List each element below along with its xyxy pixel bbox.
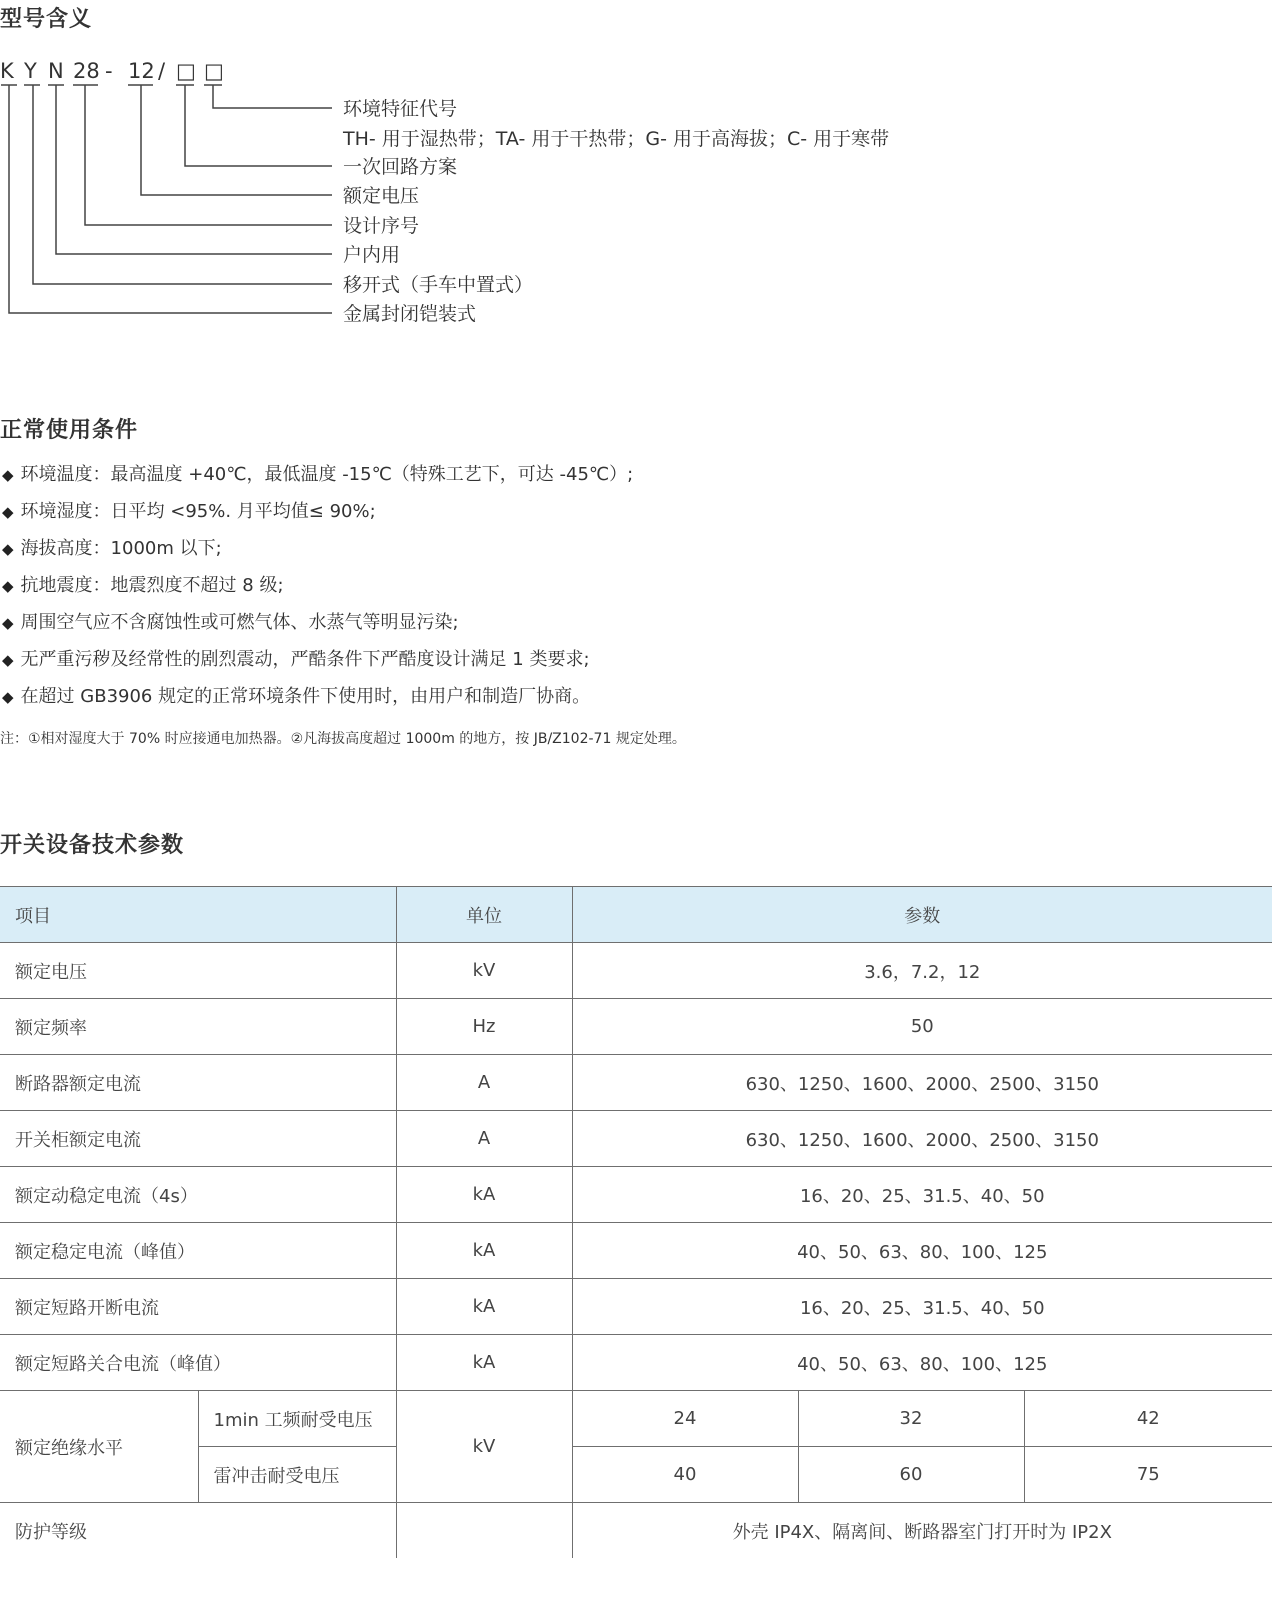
code-label: 额定电压 bbox=[343, 185, 420, 207]
code-part: / bbox=[158, 59, 166, 83]
section-title-conditions: 正常使用条件 bbox=[0, 418, 139, 443]
list-item bbox=[2, 536, 633, 573]
table-row bbox=[0, 943, 1272, 999]
row-subitem: 雷冲击耐受电压 bbox=[198, 1447, 396, 1503]
code-part: 12 bbox=[128, 59, 155, 83]
diamond-bullet-icon: ◆ bbox=[2, 614, 14, 632]
row-item: 额定频率 bbox=[0, 999, 396, 1055]
row-value: 32 bbox=[798, 1391, 1024, 1447]
row-value: 40、50、63、80、100、125 bbox=[572, 1335, 1272, 1391]
code-part: 28 bbox=[73, 59, 100, 83]
row-unit: Hz bbox=[396, 999, 572, 1055]
row-value: 630、1250、1600、2000、2500、3150 bbox=[572, 1055, 1272, 1111]
list-item bbox=[2, 499, 633, 536]
list-item bbox=[2, 573, 633, 610]
condition-text: 周围空气应不含腐蚀性或可燃气体、水蒸气等明显污染; bbox=[20, 612, 459, 633]
code-part: - bbox=[105, 59, 113, 83]
condition-text: 环境湿度：日平均 <95%. 月平均值≤ 90%; bbox=[20, 501, 376, 522]
table-row bbox=[0, 1223, 1272, 1279]
row-unit: A bbox=[396, 1111, 572, 1167]
row-item: 额定电压 bbox=[0, 943, 396, 999]
row-value: 40、50、63、80、100、125 bbox=[572, 1223, 1272, 1279]
table-row bbox=[0, 1055, 1272, 1111]
condition-text: 海拔高度：1000m 以下; bbox=[20, 538, 222, 559]
code-label: 移开式（手车中置式） bbox=[343, 274, 534, 296]
section-title-params: 开关设备技术参数 bbox=[0, 833, 185, 858]
code-label: 设计序号 bbox=[343, 215, 420, 237]
header-value: 参数 bbox=[572, 887, 1272, 943]
row-value: 630、1250、1600、2000、2500、3150 bbox=[572, 1111, 1272, 1167]
table-row bbox=[0, 999, 1272, 1055]
row-item: 额定短路关合电流（峰值） bbox=[0, 1335, 396, 1391]
list-item bbox=[2, 684, 633, 721]
row-unit: kV bbox=[396, 1391, 572, 1503]
row-unit: kA bbox=[396, 1279, 572, 1335]
condition-text: 抗地震度：地震烈度不超过 8 级; bbox=[20, 575, 284, 596]
section-title-model: 型号含义 bbox=[0, 7, 93, 32]
row-item: 额定动稳定电流（4s） bbox=[0, 1167, 396, 1223]
table-row bbox=[0, 1111, 1272, 1167]
code-part: □ bbox=[176, 59, 196, 83]
table-row bbox=[0, 1279, 1272, 1335]
row-item: 开关柜额定电流 bbox=[0, 1111, 396, 1167]
list-item bbox=[2, 610, 633, 647]
code-part: K bbox=[0, 59, 14, 83]
row-unit bbox=[396, 1503, 572, 1559]
row-unit: kA bbox=[396, 1167, 572, 1223]
row-value: 50 bbox=[572, 999, 1272, 1055]
table-row bbox=[0, 1335, 1272, 1391]
row-item: 额定绝缘水平 bbox=[0, 1391, 198, 1503]
condition-text: 在超过 GB3906 规定的正常环境条件下使用时，由用户和制造厂协商。 bbox=[20, 686, 591, 707]
row-unit: A bbox=[396, 1055, 572, 1111]
row-value: 60 bbox=[798, 1447, 1024, 1503]
code-part: □ bbox=[204, 59, 224, 83]
table-header-row bbox=[0, 887, 1272, 943]
diamond-bullet-icon: ◆ bbox=[2, 503, 14, 521]
row-value: 16、20、25、31.5、40、50 bbox=[572, 1279, 1272, 1335]
row-item: 断路器额定电流 bbox=[0, 1055, 396, 1111]
conditions-note: 注：①相对湿度大于 70% 时应接通电加热器。②凡海拔高度超过 1000m 的地方，按 JB/Z102-71 规定处理。 bbox=[0, 731, 686, 747]
row-unit: kA bbox=[396, 1223, 572, 1279]
diamond-bullet-icon: ◆ bbox=[2, 688, 14, 706]
header-item: 项目 bbox=[0, 887, 396, 943]
list-item bbox=[2, 647, 633, 684]
row-value: 16、20、25、31.5、40、50 bbox=[572, 1167, 1272, 1223]
diamond-bullet-icon: ◆ bbox=[2, 651, 14, 669]
code-label: 户内用 bbox=[343, 244, 401, 266]
row-unit: kA bbox=[396, 1335, 572, 1391]
code-label: 环境特征代号 bbox=[343, 98, 458, 120]
list-item bbox=[2, 462, 633, 499]
code-label: 一次回路方案 bbox=[343, 156, 458, 178]
table-row-insulation bbox=[0, 1391, 1272, 1447]
row-unit: kV bbox=[396, 943, 572, 999]
diamond-bullet-icon: ◆ bbox=[2, 577, 14, 595]
row-value: 24 bbox=[572, 1391, 798, 1447]
row-value: 外壳 IP4X、隔离间、断路器室门打开时为 IP2X bbox=[732, 1521, 1112, 1543]
row-value: 42 bbox=[1024, 1391, 1272, 1447]
row-item: 额定稳定电流（峰值） bbox=[0, 1223, 396, 1279]
row-value: 3.6，7.2，12 bbox=[572, 943, 1272, 999]
condition-text: 无严重污秽及经常性的剧烈震动，严酷条件下严酷度设计满足 1 类要求; bbox=[20, 649, 590, 670]
params-table bbox=[0, 886, 1272, 1558]
row-value: 75 bbox=[1024, 1447, 1272, 1503]
row-item: 额定短路开断电流 bbox=[0, 1279, 396, 1335]
code-label: TH- 用于湿热带；TA- 用于干热带；G- 用于高海拔；C- 用于寒带 bbox=[343, 128, 890, 150]
diamond-bullet-icon: ◆ bbox=[2, 466, 14, 484]
conditions-list bbox=[2, 462, 633, 721]
table-row bbox=[0, 1503, 1272, 1559]
diamond-bullet-icon: ◆ bbox=[2, 540, 14, 558]
row-item: 防护等级 bbox=[0, 1503, 396, 1559]
row-value: 40 bbox=[572, 1447, 798, 1503]
code-label: 金属封闭铠装式 bbox=[343, 303, 477, 325]
model-code-diagram bbox=[0, 0, 960, 340]
code-part: N bbox=[48, 59, 64, 83]
header-unit: 单位 bbox=[396, 887, 572, 943]
row-subitem: 1min 工频耐受电压 bbox=[198, 1391, 396, 1447]
code-part: Y bbox=[24, 59, 37, 83]
condition-text: 环境温度：最高温度 +40℃，最低温度 -15℃（特殊工艺下，可达 -45℃）; bbox=[20, 464, 634, 485]
table-row bbox=[0, 1167, 1272, 1223]
